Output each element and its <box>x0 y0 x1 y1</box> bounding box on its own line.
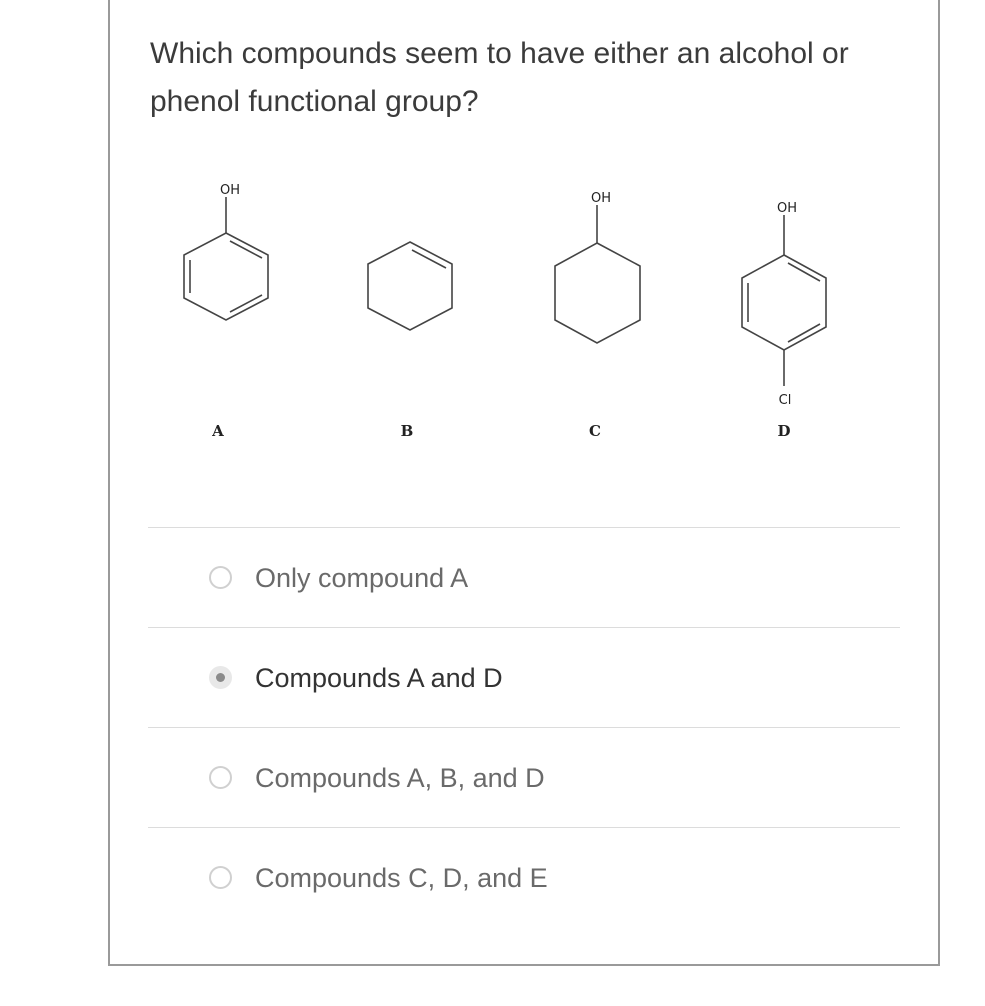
molecule-a-oh-label: OH <box>219 183 241 198</box>
radio-circle-icon[interactable] <box>209 566 232 589</box>
question-text: Which compounds seem to have either an alcohol or phenol functional group? <box>150 37 849 118</box>
radio-circle-icon[interactable] <box>209 866 232 889</box>
molecule-c-letter: C <box>589 422 601 440</box>
radio-circle-icon[interactable] <box>209 766 232 789</box>
radio-selected-icon[interactable] <box>209 666 232 689</box>
molecule-c-structure <box>555 205 640 343</box>
option-compounds-c-d-and-e[interactable] <box>148 828 900 927</box>
option-label: Compounds A and D <box>255 663 503 693</box>
molecule-d-structure <box>742 215 826 386</box>
option-label: Compounds C, D, and E <box>255 863 548 893</box>
option-label: Compounds A, B, and D <box>255 763 545 793</box>
molecule-d-cl-label: Cl <box>778 393 792 408</box>
answer-options <box>148 527 900 927</box>
molecule-d-oh-label: OH <box>776 201 798 216</box>
molecule-c-oh-label: OH <box>590 191 612 206</box>
option-compounds-a-and-d[interactable] <box>148 628 900 727</box>
molecule-b-structure <box>368 242 452 330</box>
molecule-b-letter: B <box>400 422 414 440</box>
molecule-a-structure <box>184 197 268 320</box>
option-compounds-a-b-and-d[interactable] <box>148 728 900 827</box>
molecule-svg <box>150 170 910 460</box>
molecule-a-letter: A <box>212 422 224 440</box>
molecule-figure <box>150 170 910 460</box>
option-only-compound-a[interactable] <box>148 528 900 627</box>
molecule-d-letter: D <box>777 422 791 440</box>
option-label: Only compound A <box>255 563 469 593</box>
